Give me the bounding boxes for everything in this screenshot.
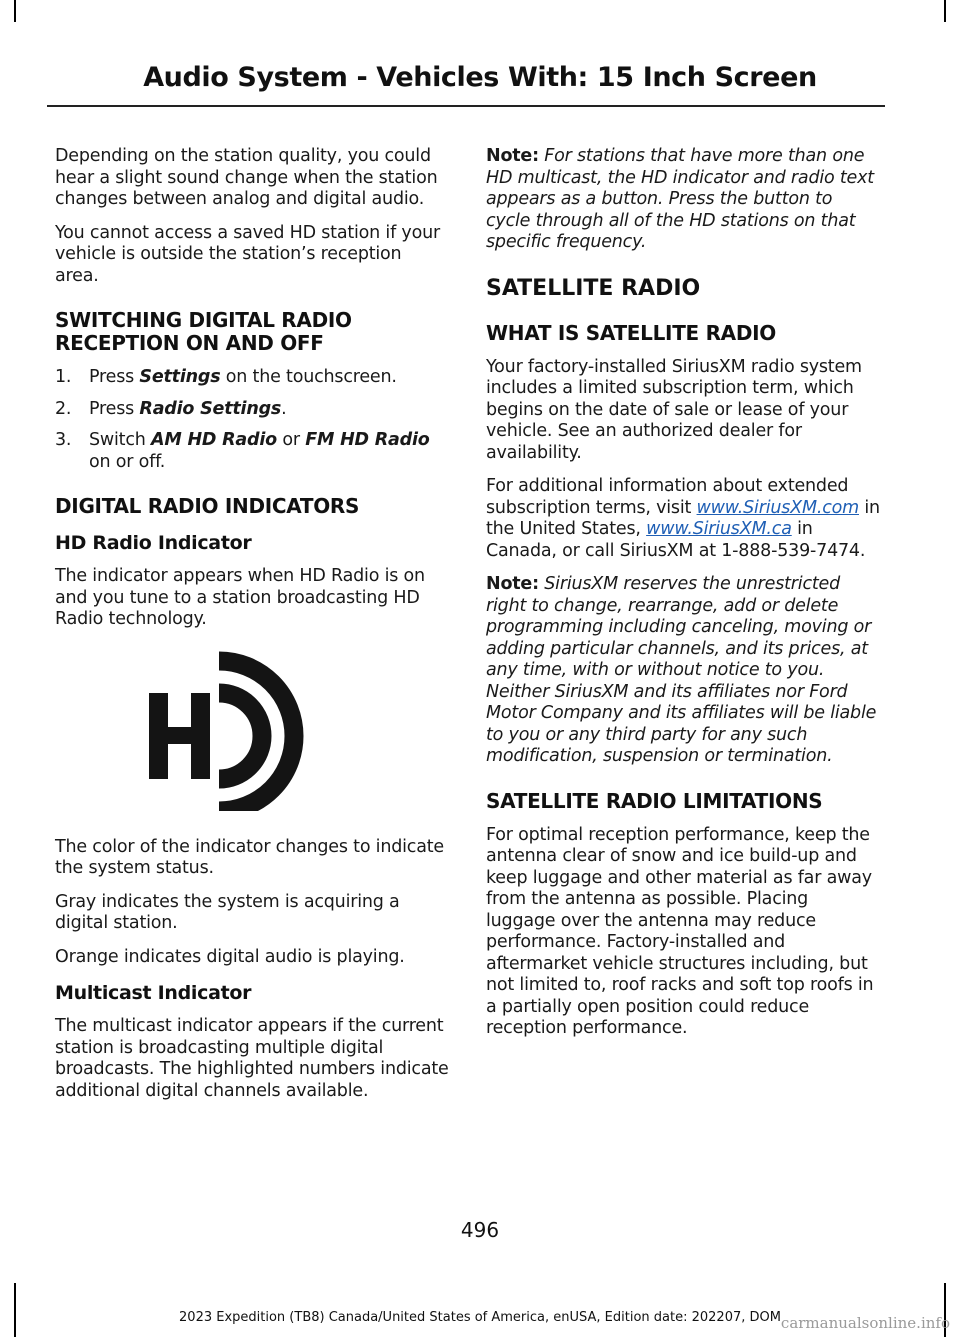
paragraph-sound-change: Depending on the station quality, you could hear a slight sound change when the station changes between analog and digital audio. [55, 146, 438, 209]
crop-mark-top-right [944, 0, 946, 22]
step-item: 2. Press Radio Settings. [55, 398, 287, 419]
footer-edition-info: 2023 Expedition (TB8) Canada/United States of America, enUSA, Edition date: 202207, DOM [179, 1310, 781, 1325]
paragraph-limitations: For optimal reception performance, keep the antenna clear of snow and ice build-up and keep luggage and other material as far away from the antenna as possible. Placing luggage over the antenna may reduce performance. Factory-installed and aftermarket vehicle structures including, but not limited to, roof racks and soft top roofs in a partially open position could reduce reception performance. [486, 824, 874, 1038]
paragraph-saved-station: You cannot access a saved HD station if your vehicle is outside the station’s reception area. [55, 222, 440, 286]
paragraph-orange: Orange indicates digital audio is playing. [55, 946, 405, 967]
hd-radio-icon [147, 651, 327, 811]
step-number: 3. [55, 430, 72, 450]
paragraph-what-is-satellite: Your factory-installed SiriusXM radio system includes a limited subscription term, which begins on the date of sale or lease of your vehicle. See an authorized dealer for availability. [486, 356, 862, 463]
radio-settings-label: Radio Settings [139, 398, 282, 419]
step-item: 1. Press Settings on the touchscreen. [55, 367, 397, 387]
page-header-title: Audio System - Vehicles With: 15 Inch Screen [143, 62, 817, 93]
heading-hd-radio-indicator: HD Radio Indicator [55, 532, 252, 554]
note-siriusxm-rights: Note: SiriusXM reserves the unrestricted right to change, rearrange, add or delete programming including canceling, moving or adding particular channels, and its prices, at any time, with or without notice to you. Neither SiriusXM and its affiliates nor Ford Motor Company and its affiliates will be liable to you or any third party for any such modification, suspension or termination. [486, 574, 877, 766]
siriusxm-ca-link[interactable]: www.SiriusXM.ca [646, 519, 792, 539]
watermark: carmanualsonline.info [780, 1314, 950, 1332]
paragraph-color-changes: The color of the indicator changes to indicate the system status. [55, 836, 444, 878]
heading-multicast-indicator: Multicast Indicator [55, 982, 252, 1004]
right-column [486, 146, 881, 1052]
step-number: 1. [55, 367, 72, 387]
paragraph-multicast: The multicast indicator appears if the current station is broadcasting multiple digital broadcasts. The highlighted numbers indicate additional digital channels available. [55, 1016, 449, 1101]
paragraph-additional-info: For additional information about extended subscription terms, visit www.SiriusXM.com in the United States, www.SiriusXM.ca in Canada, or call SiriusXM at 1-888-539-7474. [486, 476, 880, 561]
crop-mark-top-left [14, 0, 16, 22]
heading-switching-digital-radio: SWITCHING DIGITAL RADIO RECEPTION ON AND OFF [55, 308, 352, 355]
step-number: 2. [55, 398, 72, 419]
am-hd-radio-label: AM HD Radio [151, 430, 277, 450]
siriusxm-com-link[interactable]: www.SiriusXM.com [696, 497, 859, 518]
step-item: 3. Switch AM HD Radio or FM HD Radio on or off. [55, 430, 430, 472]
heading-what-is-satellite-radio: WHAT IS SATELLITE RADIO [486, 320, 776, 345]
left-column [55, 146, 450, 1114]
note-hd-multicast: Note: For stations that have more than one HD multicast, the HD indicator and radio text appears as a button. Press the button to cycle through all of the HD stations on that specific frequency. [486, 146, 874, 252]
paragraph-hd-indicator: The indicator appears when HD Radio is on and you tune to a station broadcasting HD Radio technology. [55, 566, 425, 629]
page-number: 496 [460, 1218, 500, 1242]
header-rule [47, 105, 885, 107]
steps-list [55, 367, 450, 473]
heading-digital-radio-indicators: DIGITAL RADIO INDICATORS [55, 494, 360, 518]
settings-label: Settings [139, 367, 221, 387]
fm-hd-radio-label: FM HD Radio [305, 430, 430, 450]
paragraph-gray: Gray indicates the system is acquiring a digital station. [55, 891, 400, 933]
heading-satellite-radio: SATELLITE RADIO [486, 275, 701, 301]
heading-satellite-radio-limitations: SATELLITE RADIO LIMITATIONS [486, 788, 823, 813]
